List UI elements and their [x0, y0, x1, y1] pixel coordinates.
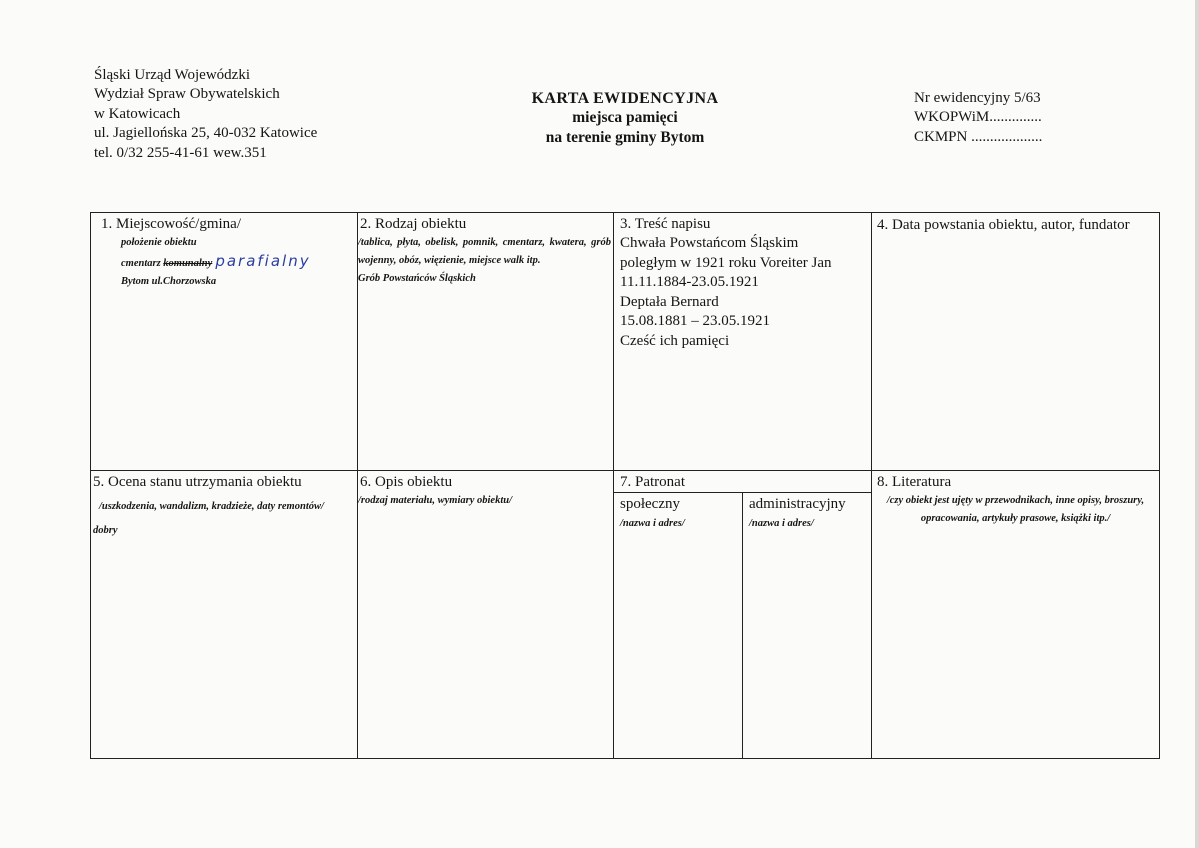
location-address: Bytom ul.Chorzowska — [121, 276, 217, 287]
registry-number: Nr ewidencyjny 5/63 — [914, 90, 1041, 106]
cell-location — [91, 213, 358, 471]
condition-note: /uszkodzenia, wandalizm, kradzieże, daty remontów/ — [99, 501, 324, 512]
inscription-line: 11.11.1884-23.05.1921 — [620, 274, 759, 290]
registry-ckmpn: CKMPN ................... — [914, 128, 1043, 145]
cemetery-struck-word: komunalny — [163, 258, 213, 269]
inscription-line: poległym w 1921 roku Voreiter Jan — [620, 254, 832, 271]
patron-heading: 7. Patronat — [614, 471, 871, 493]
inscription-line: Chwała Powstańcom Śląskim — [620, 235, 799, 251]
literature-heading: 8. Literatura — [877, 474, 952, 490]
patron-social — [614, 493, 742, 758]
cell-description — [358, 471, 614, 759]
location-cemetery — [91, 252, 357, 273]
location-note: położenie obiektu — [121, 237, 197, 248]
registry-wkopwim: WKOPWiM.............. — [914, 109, 1042, 126]
patron-admin — [742, 493, 871, 758]
title-sub: miejsca pamięci — [572, 109, 678, 127]
title-main: KARTA EWIDENCYJNA — [531, 90, 719, 107]
condition-heading: 5. Ocena stanu utrzymania obiektu — [93, 474, 302, 490]
patron-admin-label: administracyjny — [749, 496, 846, 512]
registry-block — [914, 89, 1042, 147]
title-area: na terenie gminy Bytom — [545, 128, 705, 146]
patron-social-label: społeczny — [620, 496, 680, 512]
cell-type — [358, 213, 614, 471]
inscription-line: Cześć ich pamięci — [620, 332, 730, 349]
literature-note: /czy obiekt jest ujęty w przewodnikach, inne opisy, broszury, opracowania, artykuły prasowe, książki itp./ — [886, 495, 1145, 524]
inscription-line: 15.08.1881 – 23.05.1921 — [620, 313, 770, 329]
inscription-line: Deptała Bernard — [620, 293, 719, 310]
condition-value: dobry — [93, 525, 118, 536]
date-heading: 4. Data powstania obiektu, autor, fundator — [877, 217, 1130, 233]
cell-inscription — [614, 213, 872, 471]
cell-condition — [91, 471, 358, 759]
cell-patron — [614, 471, 872, 759]
type-heading: 2. Rodzaj obiektu — [360, 216, 467, 232]
patron-social-note: /nazwa i adres/ — [620, 517, 685, 529]
record-card-table — [90, 212, 1160, 759]
sender-department: Wydział Spraw Obywatelskich — [94, 86, 280, 103]
cell-date — [872, 213, 1160, 471]
type-note: /tablica, płyta, obelisk, pomnik, cmentarz, kwatera, grób wojenny, obóz, więzienie, miejsce walk itp. — [358, 237, 611, 266]
description-heading: 6. Opis obiektu — [360, 474, 453, 490]
location-heading: 1. Miejscowość/gmina/ — [101, 216, 241, 232]
sender-office: Śląski Urząd Wojewódzki — [94, 67, 250, 83]
sender-block — [94, 66, 317, 163]
type-value: Grób Powstańców Śląskich — [358, 273, 476, 284]
sender-address: ul. Jagiellońska 25, 40-032 Katowice — [94, 125, 318, 142]
inscription-heading: 3. Treść napisu — [620, 216, 711, 232]
document-title — [470, 89, 780, 147]
sender-city: w Katowicach — [94, 105, 181, 122]
description-note: /rodzaj materiału, wymiary obiektu/ — [358, 495, 513, 506]
page-edge — [1195, 0, 1199, 848]
cell-literature — [872, 471, 1160, 759]
cemetery-prefix: cmentarz — [121, 258, 164, 269]
patron-admin-note: /nazwa i adres/ — [749, 517, 814, 529]
sender-phone: tel. 0/32 255-41-61 wew.351 — [94, 144, 267, 161]
handwritten-correction: parafialny — [215, 252, 311, 270]
